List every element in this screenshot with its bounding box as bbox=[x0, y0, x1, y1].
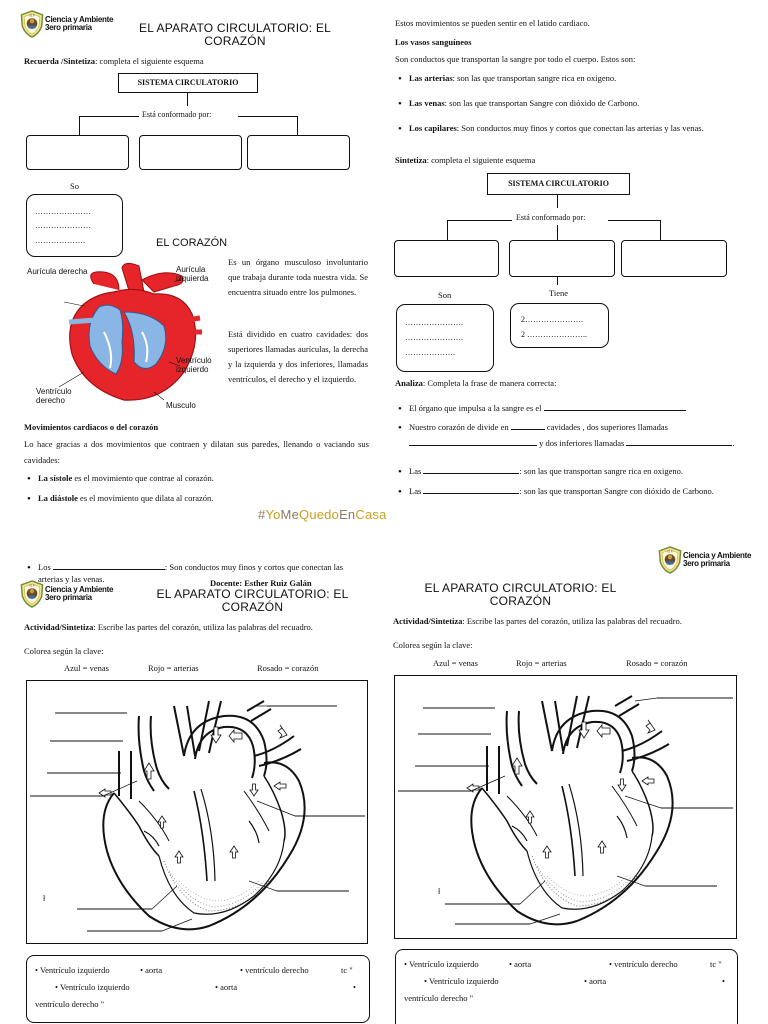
recuerda-line bbox=[24, 56, 204, 67]
q1-blank[interactable] bbox=[544, 410, 686, 411]
word-key-box-3: • Ventrículo izquierdo • aorta • ventrículo derecho tc " • Ventrículo izquierdo • aorta • ventrículo derecho " bbox=[26, 955, 370, 1023]
q3-blank[interactable] bbox=[423, 473, 519, 474]
q2-item: • Nuestro corazón de divide en cavidades , dos superiores llamadas y dos inferiores llamadas . bbox=[395, 419, 745, 451]
schema2-box-c[interactable] bbox=[621, 240, 727, 277]
sintetiza-line: Sintetiza: completa el siguiente esquema bbox=[395, 155, 536, 165]
clave-rojo-4: Rojo = arterias bbox=[516, 658, 567, 668]
los-blank[interactable] bbox=[53, 569, 165, 570]
vasos-list bbox=[395, 71, 740, 145]
label-ventriculo-derecho: Ventrículo derecho bbox=[36, 387, 72, 405]
docente-label: Docente: Esther Ruiz Galán bbox=[210, 578, 312, 588]
schema1-box-b[interactable] bbox=[139, 135, 242, 170]
sistema-box-2: SISTEMA CIRCULATORIO bbox=[487, 173, 630, 195]
school-badge bbox=[20, 10, 113, 38]
recuerda-text: : completa el siguiente esquema bbox=[95, 56, 204, 66]
label-ventriculo-izquierdo: Ventrículo izquierdo bbox=[176, 356, 212, 374]
tiene-label: Tiene bbox=[549, 288, 569, 298]
corazon-title: EL CORAZÓN bbox=[156, 237, 228, 249]
capilares-item: • Los capilares: Son conductos muy finos y cortos que conectan las arterias y las venas. bbox=[395, 121, 740, 136]
schema1-son-box[interactable]: ………………… ………………… ………………. bbox=[26, 194, 123, 257]
conformado-text-2: Está conformado por: bbox=[516, 213, 586, 222]
sistema-box-1: SISTEMA CIRCULATORIO bbox=[118, 73, 258, 93]
q2-blank-c[interactable] bbox=[626, 445, 732, 446]
schema2-son-box[interactable]: …………………. …………………. ………………. bbox=[396, 304, 494, 372]
clave-azul-4: Azul = venas bbox=[433, 658, 478, 668]
schema2-box-b[interactable] bbox=[509, 240, 615, 277]
label-auricula-izquierda: Aurícula izquierda bbox=[176, 265, 209, 283]
q1-item: • El órgano que impulsa a la sangre es el bbox=[395, 400, 745, 416]
movimientos-text: Lo hace gracias a dos movimientos que contraen y dilatan sus paredes, llenando o vaciando sus cavidades: bbox=[24, 439, 369, 465]
heart-diagram-4 bbox=[394, 675, 737, 939]
page4-title: EL APARATO CIRCULATORIO: EL CORAZÓN bbox=[424, 581, 617, 609]
svg-text:ł: ł bbox=[438, 887, 441, 896]
vasos-text: Son conductos que transportan la sangre por todo el cuerpo. Estos son: bbox=[395, 54, 636, 64]
venas-item: • Las venas: son las que transportan Sangre con dióxido de Carbono. bbox=[395, 96, 740, 111]
analiza-line: Analiza: Completa la frase de manera correcta: bbox=[395, 378, 557, 388]
school-badge-4: Ciencia y Ambiente 3ero primaria bbox=[658, 546, 751, 574]
vasos-title: Los vasos sanguíneos bbox=[395, 37, 472, 47]
heart-diagram-3 bbox=[26, 680, 368, 944]
conformado-text-1: Está conformado por: bbox=[142, 110, 212, 119]
los-item: • Los : Son conductos muy finos y cortos que conectan las arterias y las venas. bbox=[24, 562, 369, 586]
clave-rosado-4: Rosado = corazón bbox=[626, 658, 688, 668]
sistole-item: • La sístole es el movimiento que contrae al corazón. bbox=[24, 473, 364, 484]
q4-blank[interactable] bbox=[423, 493, 519, 494]
label-musculo: Musculo bbox=[166, 401, 196, 410]
son-label: Son bbox=[438, 290, 452, 300]
page1-title: EL APARATO CIRCULATORIO: EL CORAZÓN bbox=[139, 21, 331, 49]
hashtag-yomequedoencasa: #YoMeQuedoEnCasa bbox=[258, 507, 387, 522]
corazon-para1: Es un órgano musculoso involuntario que trabaja durante toda nuestra vida. Se encuentra situado entre los pulmones. bbox=[228, 257, 368, 297]
schema1-box-a[interactable] bbox=[26, 135, 129, 170]
arterias-item: • Las arterias: son las que transportan sangre rica en oxigeno. bbox=[395, 71, 740, 86]
intro-text: Estos movimientos se pueden sentir en el latido cardiaco. bbox=[395, 18, 590, 28]
recuerda-label: Recuerda /Sintetiza bbox=[24, 56, 96, 66]
so-label: So bbox=[70, 181, 79, 191]
school-shield-icon bbox=[20, 10, 44, 38]
actividad-line-3: Actividad/Sintetiza: Escribe las partes del corazón, utiliza las palabras del recuadro. bbox=[24, 622, 313, 632]
q2-blank-a[interactable] bbox=[511, 429, 545, 430]
clave-rojo-3: Rojo = arterias bbox=[148, 663, 199, 673]
analiza-list bbox=[395, 400, 745, 508]
svg-text:ł: ł bbox=[43, 894, 46, 903]
schema2-tiene-box[interactable]: 2…………………. 2 ………………….. bbox=[510, 303, 609, 348]
q4-item: • Las : son las que transportan Sangre con dióxido de Carbono. bbox=[395, 483, 745, 499]
school-shield-icon bbox=[20, 580, 44, 608]
school-badge-3: Ciencia y Ambiente 3ero primaria bbox=[20, 580, 113, 608]
movimientos-title: Movimientos cardiacos o del corazón bbox=[24, 422, 159, 432]
school-shield-icon bbox=[658, 546, 682, 574]
colorea-3: Colorea según la clave: bbox=[24, 646, 104, 656]
actividad-line-4: Actividad/Sintetiza: Escribe las partes del corazón, utiliza las palabras del recuadro. bbox=[393, 616, 682, 626]
badge-line1: Ciencia y Ambiente bbox=[45, 14, 114, 24]
q3-item: • Las : son las que transportan sangre rica en oxigeno. bbox=[395, 463, 745, 479]
diastole-item: • La diástole es el movimiento que dilata al corazón. bbox=[24, 493, 364, 504]
heart-illustration bbox=[24, 262, 224, 412]
word-key-box-4: • Ventrículo izquierdo • aorta • ventrículo derecho tc " • Ventrículo izquierdo • aorta • ventrículo derecho " bbox=[395, 949, 738, 1024]
schema1-box-c[interactable] bbox=[247, 135, 350, 170]
clave-azul-3: Azul = venas bbox=[64, 663, 109, 673]
q2-blank-b[interactable] bbox=[409, 445, 537, 446]
label-auricula-derecha: Aurícula derecha bbox=[27, 267, 88, 276]
page3-title: EL APARATO CIRCULATORIO: EL CORAZÓN bbox=[156, 587, 349, 615]
badge-line2: 3ero primaria bbox=[45, 23, 92, 32]
clave-rosado-3: Rosado = corazón bbox=[257, 663, 319, 673]
schema2-box-a[interactable] bbox=[394, 240, 499, 277]
colorea-4: Colorea según la clave: bbox=[393, 640, 473, 650]
corazon-para2: Está dividido en cuatro cavidades: dos superiores llamadas aurículas, la derecha y la izquierda y dos inferiores, llamadas ventrículos, el derecho y el izquierdo. bbox=[228, 329, 368, 384]
